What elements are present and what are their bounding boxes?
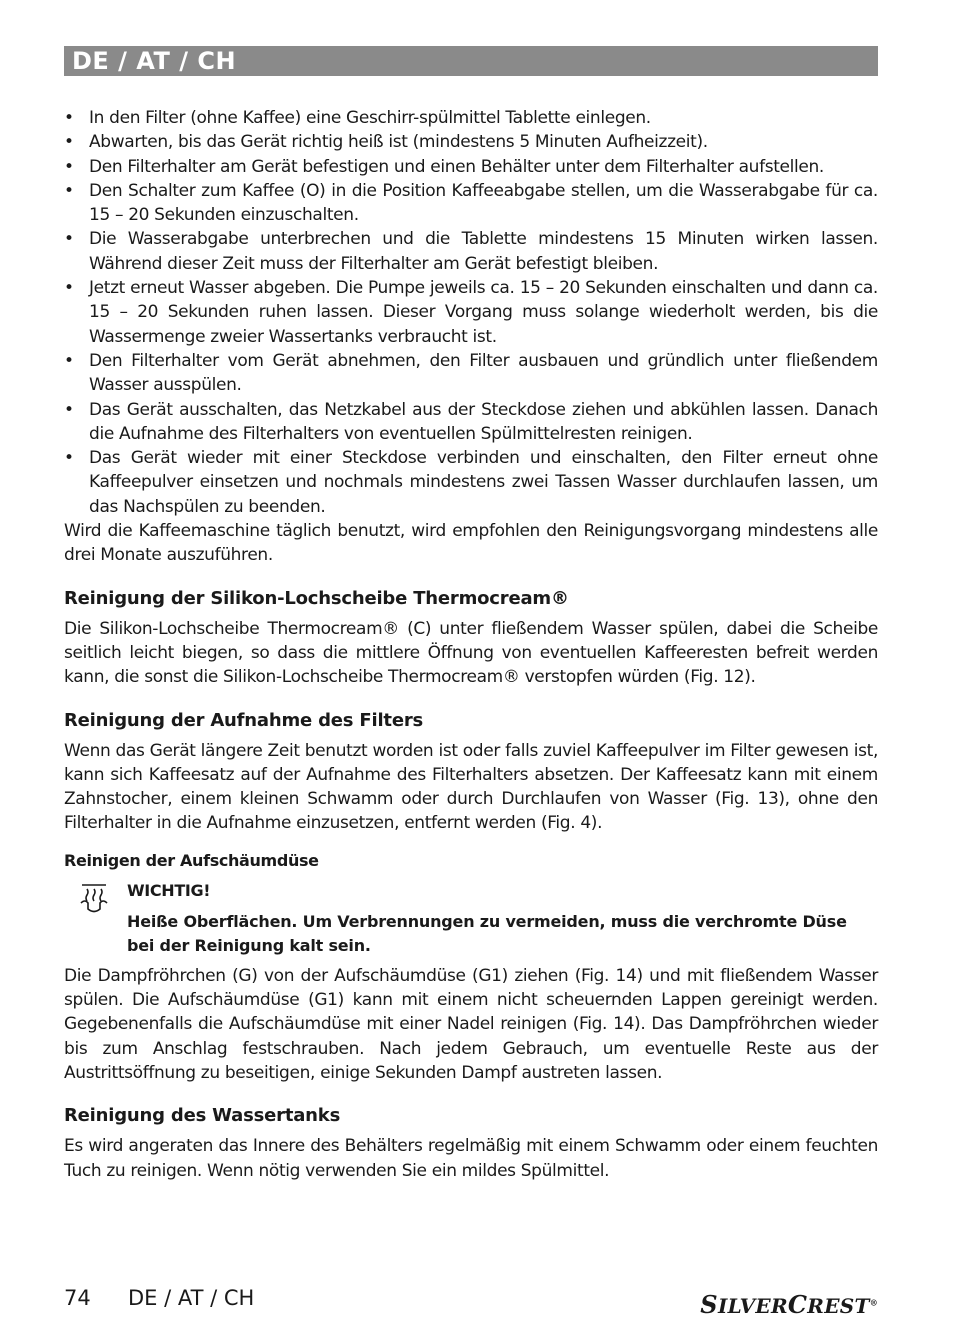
header-bar xyxy=(64,46,878,76)
section-heading: Reinigung des Wassertanks xyxy=(64,1105,341,1127)
section-duese xyxy=(64,850,878,1085)
section-text: Die Dampfröhrchen (G) von der Aufschäumdüse (G1) ziehen (Fig. 14) und mit fließendem Wasser spülen. Die Aufschäumdüse (G1) kann mit einem nicht scheuernden Lappen gereinigt werden. Gegebenenfalls die Aufschäumdüse mit einer Nadel reinigen (Fig. 14). Das Dampfröhrchen wieder bis zum Anschlag festschrauben. Nach jedem Gebrauch, um eventuelle Reste aus der Austrittsöffnung zu beseitigen, einige Sekunden Dampf austreten lassen. xyxy=(64,965,878,1083)
list-item: • Den Filterhalter am Gerät befestigen und einen Behälter unter dem Filterhalter aufstellen. xyxy=(64,155,878,179)
bullet-dot: • xyxy=(64,180,74,201)
brand-logo: SILVERCREST® xyxy=(700,1290,878,1319)
section-aufnahme xyxy=(64,708,878,836)
section-wassertank xyxy=(64,1103,878,1183)
bullet-dot: • xyxy=(64,350,74,371)
bullet-dot: • xyxy=(64,448,74,469)
footer-region-label: DE / AT / CH xyxy=(128,1286,255,1310)
main-content xyxy=(64,106,878,1183)
bullet-dot: • xyxy=(64,108,74,128)
section-heading: Reinigung der Aufnahme des Filters xyxy=(64,709,424,731)
bullet-dot: • xyxy=(64,399,74,420)
list-item: • Die Wasserabgabe unterbrechen und die Tablette mindestens 15 Minuten wirken lassen. Während dieser Zeit muss der Filterhalter am Gerät befestigt bleiben. xyxy=(64,229,878,274)
bullet-dot: • xyxy=(64,156,74,177)
page-footer xyxy=(64,1286,878,1319)
bullet-dot: • xyxy=(64,278,74,299)
list-item: • Jetzt erneut Wasser abgeben. Die Pumpe jeweils ca. 15 – 20 Sekunden einschalten und dann ca. 15 – 20 Sekunden ruhen lassen. Dieser Vorgang muss solange wiederholt werden, bis die Wassermenge zweier Wassertanks verbraucht ist. xyxy=(64,278,878,347)
section-text: Die Silikon-Lochscheibe Thermocream® (C) unter fließendem Wasser spülen, dabei die Scheibe seitlich leicht biegen, so dass die mittlere Öffnung von eventuellen Kaffeeresten befreit werden kann, die sonst die Silikon-Lochscheibe Thermocream® verstopfen würden (Fig. 12). xyxy=(64,618,878,688)
warning-label: WICHTIG! xyxy=(127,880,211,900)
hot-surface-icon xyxy=(78,882,110,916)
list-item: • In den Filter (ohne Kaffee) eine Geschirr-spülmittel Tablette einlegen. xyxy=(64,106,878,130)
list-item: • Das Gerät ausschalten, das Netzkabel aus der Steckdose ziehen und abkühlen lassen. Danach die Aufnahme des Filterhalters von eventuellen Spülmittelresten reinigen. xyxy=(64,399,878,444)
warning-box xyxy=(64,880,878,958)
list-item: • Das Gerät wieder mit einer Steckdose verbinden und einschalten, den Filter erneut ohne Kaffeepulver einsetzen und nochmals mindestens zwei Tassen Wasser durchlaufen lassen, um das Nachspülen zu beenden. xyxy=(64,448,878,517)
bullet-list xyxy=(64,106,878,519)
page-title: DE / AT / CH xyxy=(72,47,237,75)
list-item: • Den Schalter zum Kaffee (O) in die Position Kaffeeabgabe stellen, um die Wasserabgabe für ca. 15 – 20 Sekunden einzuschalten. xyxy=(64,180,878,226)
bullet-dot: • xyxy=(64,229,74,250)
list-item: • Abwarten, bis das Gerät richtig heiß ist (mindestens 5 Minuten Aufheizzeit). xyxy=(64,130,878,154)
section-text: Es wird angeraten das Innere des Behälters regelmäßig mit einem Schwamm oder einem feuchten Tuch zu reinigen. Wenn nötig verwenden Sie ein mildes Spülmittel. xyxy=(64,1136,878,1181)
list-item: • Den Filterhalter vom Gerät abnehmen, den Filter ausbauen und gründlich unter fließendem Wasser ausspülen. xyxy=(64,350,878,396)
page-number: 74 xyxy=(64,1286,91,1310)
warning-text: Heiße Oberflächen. Um Verbrennungen zu vermeiden, muss die verchromte Düse bei der Reinigung kalt sein. xyxy=(127,911,847,955)
bullet-dot: • xyxy=(64,132,74,153)
section-heading: Reinigen der Aufschäumdüse xyxy=(64,850,319,870)
section-silikon xyxy=(64,586,878,690)
section-heading: Reinigung der Silikon-Lochscheibe Thermocream® xyxy=(64,587,569,609)
section-text: Wenn das Gerät längere Zeit benutzt worden ist oder falls zuviel Kaffeepulver im Filter gewesen ist, kann sich Kaffeesatz auf der Aufnahme des Filterhalters absetzen. Der Kaffeesatz kann mit einem Zahnstocher, einem kleinen Schwamm oder durch Durchlaufen von Wasser (Fig. 13), ohne den Filterhalter in die Aufnahme einzusetzen, entfernt werden (Fig. 4). xyxy=(64,740,878,834)
cleaning-interval-paragraph: Wird die Kaffeemaschine täglich benutzt, wird empfohlen den Reinigungsvorgang mindestens alle drei Monate auszuführen. xyxy=(64,521,878,566)
